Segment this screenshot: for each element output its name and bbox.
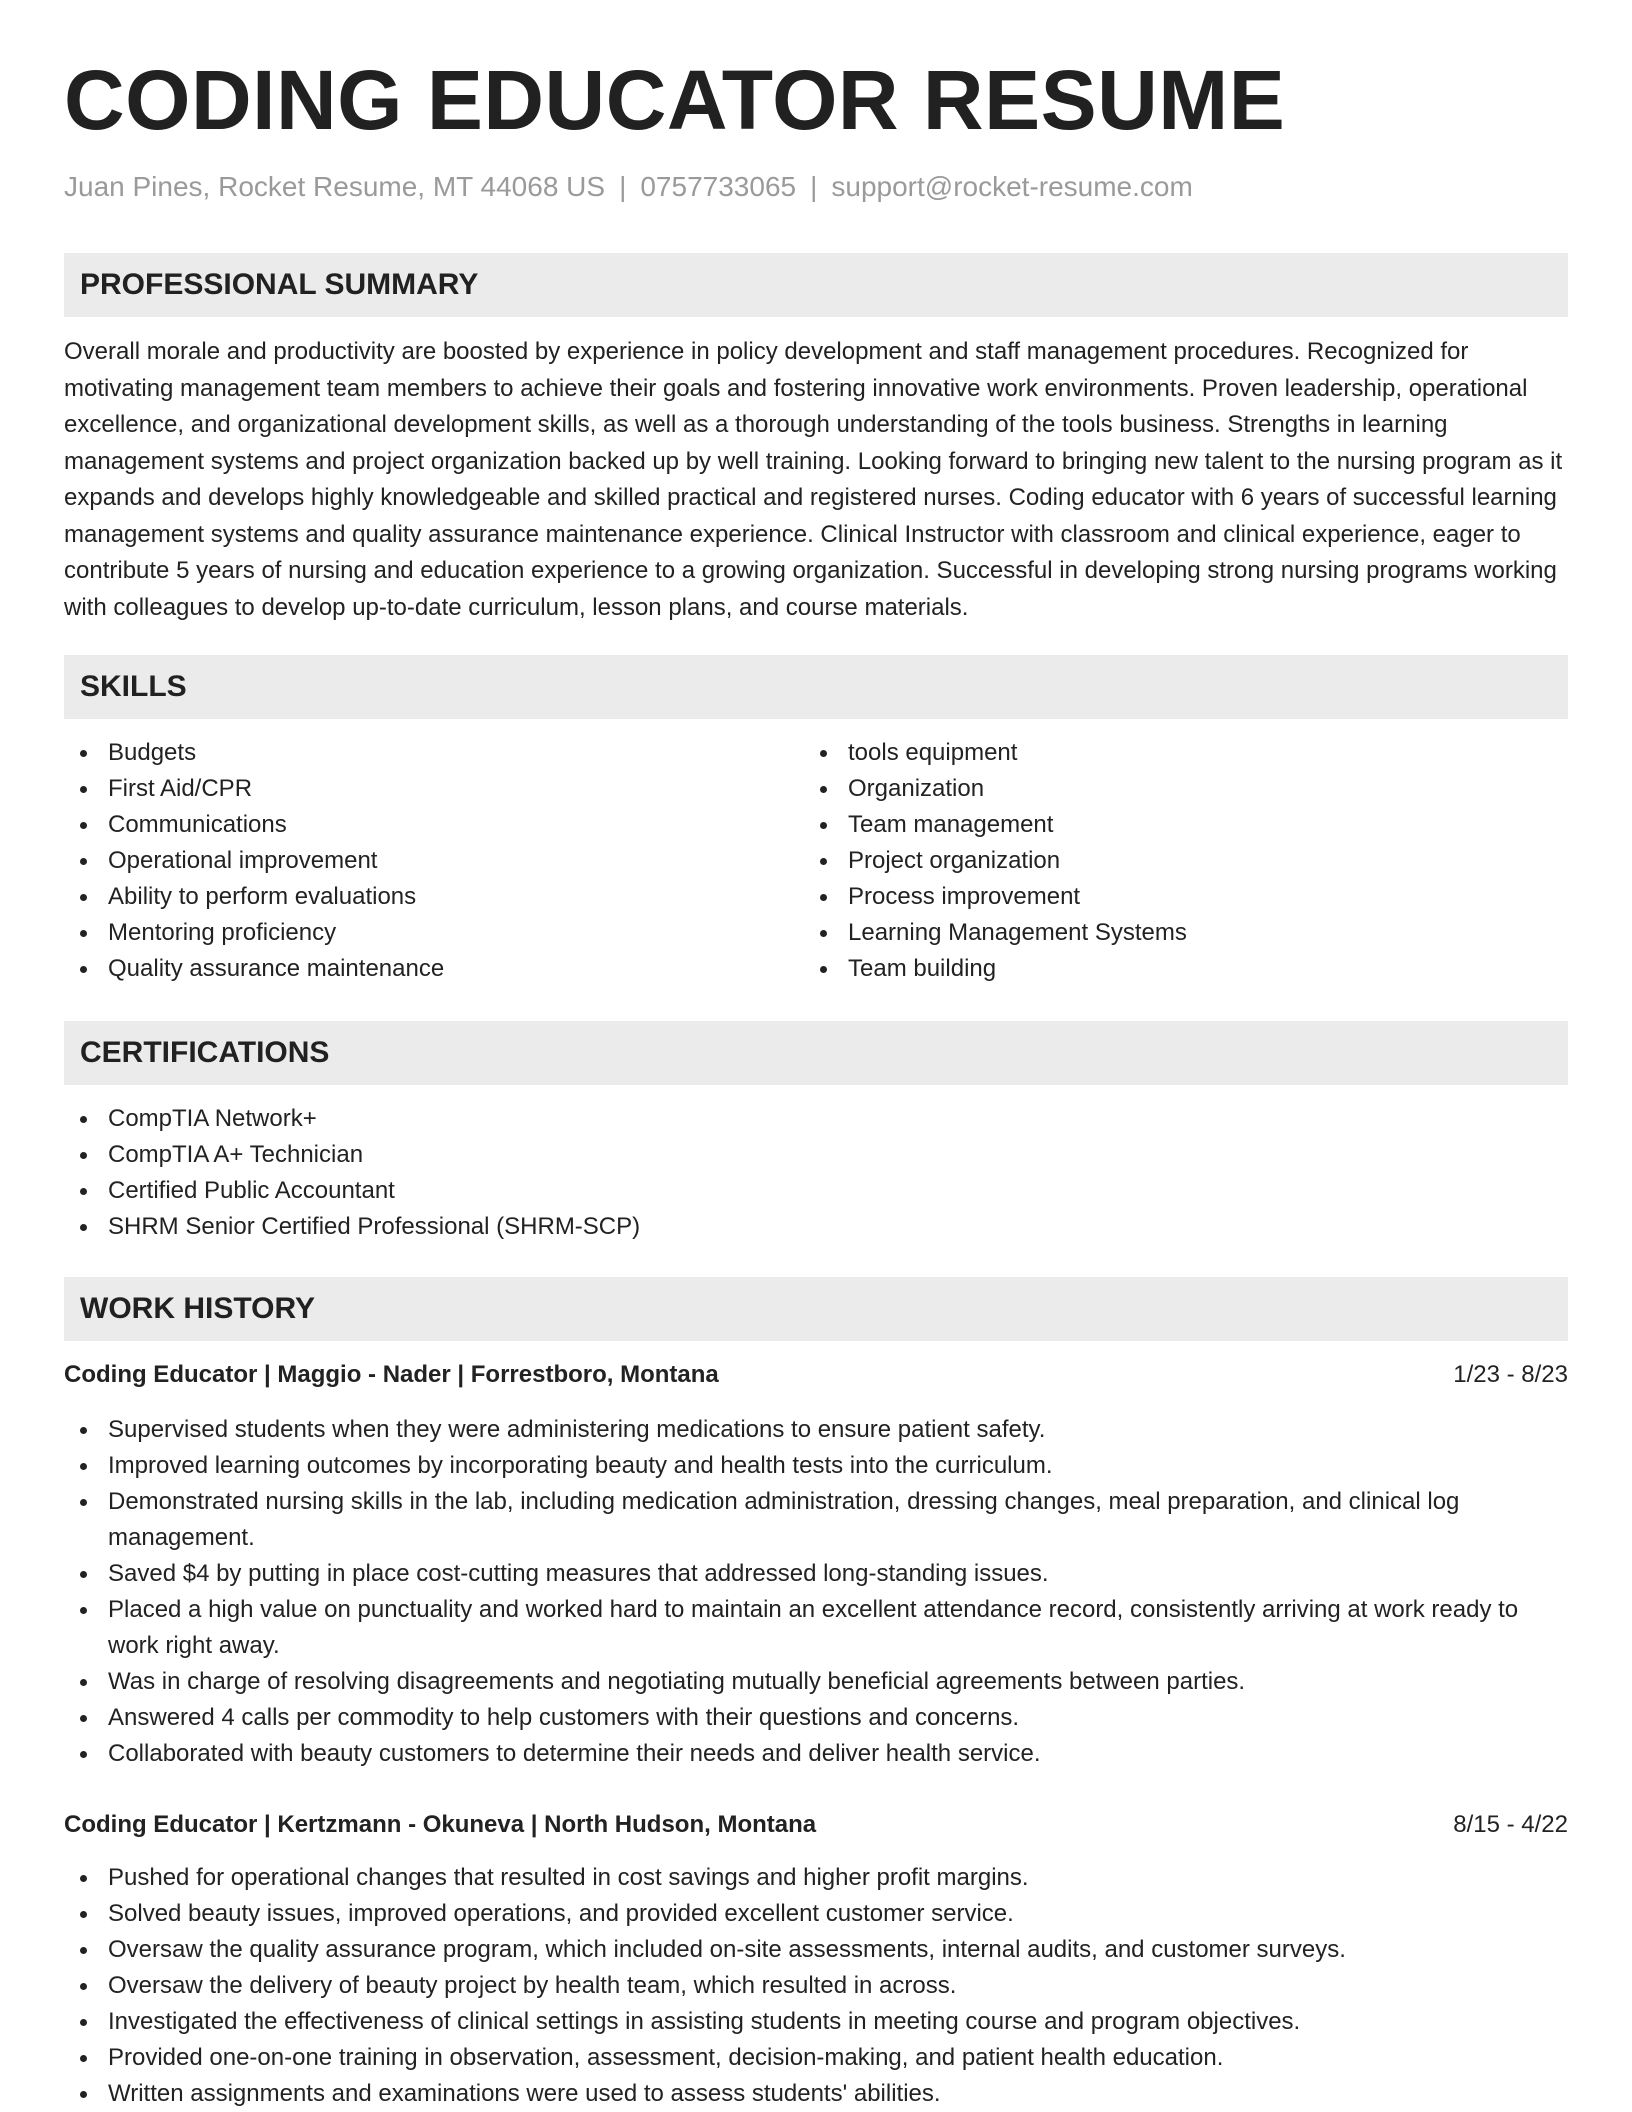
certification-item: CompTIA A+ Technician: [64, 1137, 1568, 1173]
contact-line: [64, 170, 1193, 204]
job-bullet: Provided one-on-one training in observation, assessment, decision-making, and patient health education.: [64, 2040, 1568, 2076]
skill-item: Budgets: [64, 735, 804, 771]
job-heading: [64, 1359, 1568, 1391]
job-bullet: Written assignments and examinations were used to assess students' abilities.: [64, 2076, 1568, 2112]
skills-section-header: [64, 655, 1568, 719]
skill-item: Process improvement: [804, 879, 1568, 915]
work-history-section-title: WORK HISTORY: [80, 1292, 316, 1325]
job-bullet: Answered 4 calls per commodity to help customers with their questions and concerns.: [64, 1700, 1568, 1736]
job-title: Coding Educator | Kertzmann - Okuneva | North Hudson, Montana: [64, 1811, 817, 1838]
certification-item: Certified Public Accountant: [64, 1173, 1568, 1209]
resume-title: CODING EDUCATOR RESUME: [64, 53, 1286, 147]
certification-item: SHRM Senior Certified Professional (SHRM-SCP): [64, 1209, 1568, 1245]
skill-item: Organization: [804, 771, 1568, 807]
contact-separator: |: [619, 171, 627, 202]
job-bullet: Oversaw the quality assurance program, which included on-site assessments, internal audits, and customer surveys.: [64, 1932, 1568, 1968]
job-bullet: Oversaw the delivery of beauty project by health team, which resulted in across.: [64, 1968, 1568, 2004]
job-bullet: Saved $4 by putting in place cost-cutting measures that addressed long-standing issues.: [64, 1556, 1568, 1592]
certifications-section-title: CERTIFICATIONS: [80, 1036, 330, 1069]
certifications-section-header: [64, 1021, 1568, 1085]
skill-item: Operational improvement: [64, 843, 804, 879]
job-bullet-list: [64, 1412, 1568, 1772]
skill-item: Communications: [64, 807, 804, 843]
summary-section-header: [64, 253, 1568, 317]
skills-section-title: SKILLS: [80, 670, 187, 703]
job-bullet: Investigated the effectiveness of clinical settings in assisting students in meeting course and program objectives.: [64, 2004, 1568, 2040]
skills-list-right: [804, 735, 1568, 987]
summary-section-title: PROFESSIONAL SUMMARY: [80, 268, 479, 301]
summary-text: Overall morale and productivity are boosted by experience in policy development and staff management procedures. Recognized for motivating management team members to achieve their goals and fostering innovative work environments. Proven leadership, operational excellence, and organizational development skills, as well as a thorough understanding of the tools business. Strengths in learning management systems and project organization backed up by well training. Looking forward to bringing new talent to the nursing program as it expands and develops highly knowledgeable and skilled practical and registered nurses. Coding educator with 6 years of successful learning management systems and quality assurance maintenance experience. Clinical Instructor with classroom and clinical experience, eager to contribute 5 years of nursing and education experience to a growing organization. Successful in developing strong nursing programs working with colleagues to develop up-to-date curriculum, lesson plans, and course materials.: [64, 338, 1563, 621]
contact-separator: |: [810, 171, 818, 202]
skill-item: tools equipment: [804, 735, 1568, 771]
skill-item: Project organization: [804, 843, 1568, 879]
job-bullet: Collaborated with beauty customers to determine their needs and deliver health service.: [64, 1736, 1568, 1772]
job-bullet: Demonstrated nursing skills in the lab, including medication administration, dressing changes, meal preparation, and clinical log management.: [64, 1484, 1568, 1556]
job-bullet: Supervised students when they were administering medications to ensure patient safety.: [64, 1412, 1568, 1448]
job-bullet: Pushed for operational changes that resulted in cost savings and higher profit margins.: [64, 1860, 1568, 1896]
skills-list-left: [64, 735, 804, 987]
job-bullet-list: [64, 1860, 1568, 2112]
skill-item: Mentoring proficiency: [64, 915, 804, 951]
job-bullet: Placed a high value on punctuality and worked hard to maintain an excellent attendance record, consistently arriving at work ready to work right away.: [64, 1592, 1568, 1664]
skill-item: Team building: [804, 951, 1568, 987]
job-title: Coding Educator | Maggio - Nader | Forrestboro, Montana: [64, 1361, 719, 1388]
certifications-list: [64, 1101, 1568, 1245]
job-dates: 1/23 - 8/23: [1453, 1361, 1568, 1388]
job-dates: 8/15 - 4/22: [1453, 1811, 1568, 1838]
certification-item: CompTIA Network+: [64, 1101, 1568, 1137]
skill-item: Quality assurance maintenance: [64, 951, 804, 987]
job-bullet: Solved beauty issues, improved operations, and provided excellent customer service.: [64, 1896, 1568, 1932]
skill-item: Ability to perform evaluations: [64, 879, 804, 915]
contact-phone: 0757733065: [640, 171, 797, 202]
contact-email[interactable]: support@rocket-resume.com: [831, 171, 1193, 202]
contact-address: Juan Pines, Rocket Resume, MT 44068 US: [64, 171, 606, 202]
job-bullet: Improved learning outcomes by incorporating beauty and health tests into the curriculum.: [64, 1448, 1568, 1484]
skill-item: First Aid/CPR: [64, 771, 804, 807]
skill-item: Learning Management Systems: [804, 915, 1568, 951]
skill-item: Team management: [804, 807, 1568, 843]
job-heading: [64, 1809, 1568, 1841]
job-bullet: Was in charge of resolving disagreements and negotiating mutually beneficial agreements between parties.: [64, 1664, 1568, 1700]
work-history-section-header: [64, 1277, 1568, 1341]
